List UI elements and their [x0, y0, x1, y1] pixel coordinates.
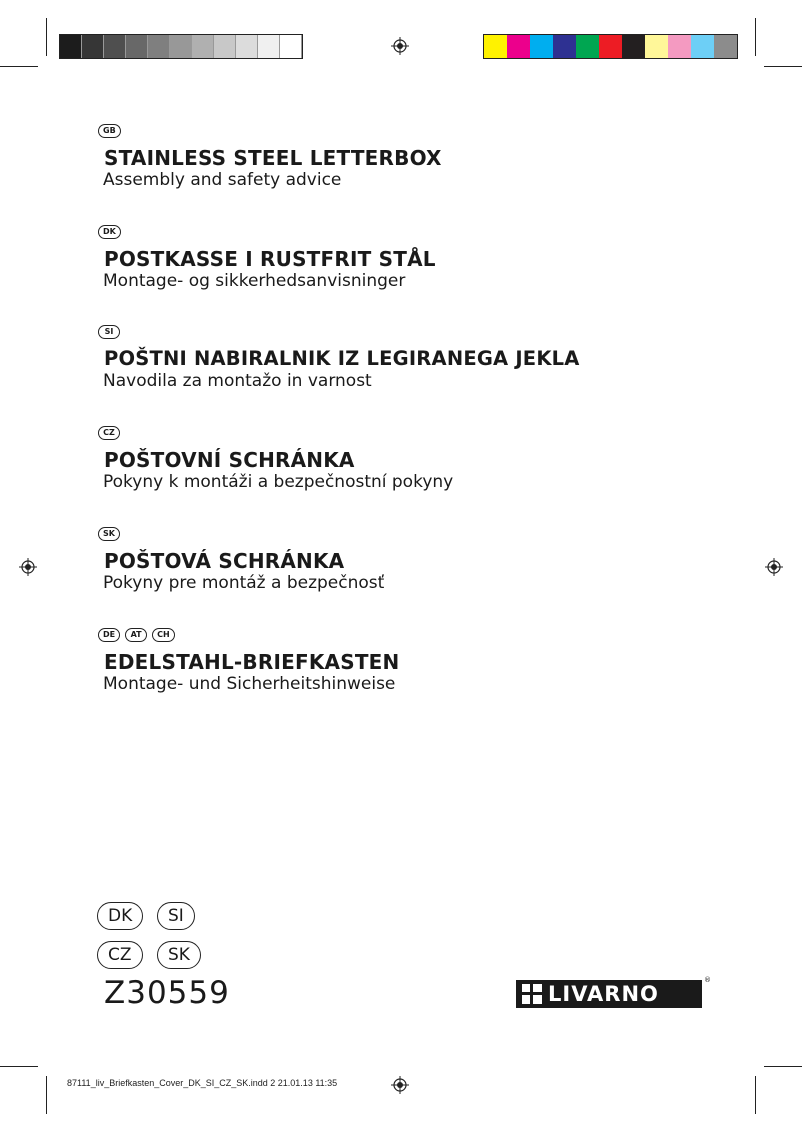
color-swatch — [668, 35, 691, 58]
brand-name: LIVARNO — [548, 982, 659, 1006]
crop-mark — [0, 1066, 38, 1067]
grayscale-swatch — [192, 35, 214, 58]
grayscale-swatch — [258, 35, 280, 58]
section-title: POSTKASSE I RUSTFRIT STÅL — [104, 247, 436, 271]
section-subtitle: Montage- und Sicherheitshinweise — [103, 674, 396, 694]
country-badge: CZ — [97, 941, 143, 969]
section-subtitle: Navodila za montažo in varnost — [103, 371, 372, 391]
color-swatch — [691, 35, 714, 58]
crop-mark — [0, 66, 38, 67]
grayscale-swatch — [214, 35, 236, 58]
crop-mark — [46, 1076, 47, 1114]
grayscale-swatch — [82, 35, 104, 58]
language-badges — [98, 225, 436, 239]
process-color-bar — [483, 34, 738, 59]
language-badge: DE — [98, 628, 120, 642]
section-cz — [98, 426, 453, 492]
registration-mark-icon — [391, 37, 409, 55]
language-badges — [98, 325, 580, 339]
language-badges — [98, 124, 442, 138]
section-title: EDELSTAHL-BRIEFKASTEN — [104, 650, 400, 674]
color-swatch — [645, 35, 668, 58]
grayscale-swatch — [148, 35, 170, 58]
section-gb — [98, 124, 442, 190]
grayscale-swatch — [280, 35, 302, 58]
language-badges — [98, 628, 399, 642]
grayscale-swatch — [170, 35, 192, 58]
language-badge: SI — [98, 325, 120, 339]
crop-mark — [755, 1076, 756, 1114]
brand-mark-icon — [522, 984, 542, 1004]
section-title: POŠTNI NABIRALNIK IZ LEGIRANEGA JEKLA — [104, 347, 580, 370]
language-badge: CZ — [98, 426, 120, 440]
language-badges — [98, 527, 384, 541]
crop-mark — [755, 18, 756, 56]
language-badge: GB — [98, 124, 121, 138]
brand-logo — [516, 976, 711, 1008]
color-swatch — [507, 35, 530, 58]
registration-mark-icon — [19, 558, 37, 576]
section-subtitle: Assembly and safety advice — [103, 170, 342, 190]
crop-mark — [46, 18, 47, 56]
section-subtitle: Pokyny pre montáž a bezpečnosť — [103, 573, 385, 593]
grayscale-swatch — [236, 35, 258, 58]
color-swatch — [714, 35, 737, 58]
color-swatch — [484, 35, 507, 58]
crop-mark — [764, 1066, 802, 1067]
crop-mark — [764, 66, 802, 67]
grayscale-swatch — [60, 35, 82, 58]
language-badge: CH — [152, 628, 175, 642]
country-badge: SI — [157, 902, 195, 930]
section-sk — [98, 527, 384, 593]
color-swatch — [530, 35, 553, 58]
section-subtitle: Montage- og sikkerhedsanvisninger — [103, 271, 406, 291]
section-dk — [98, 225, 436, 291]
section-si — [98, 325, 580, 391]
grayscale-swatch — [126, 35, 148, 58]
language-badges — [98, 426, 453, 440]
color-swatch — [553, 35, 576, 58]
registration-mark-icon — [391, 1076, 409, 1094]
language-badge: DK — [98, 225, 121, 239]
grayscale-color-bar — [59, 34, 303, 59]
section-subtitle: Pokyny k montáži a bezpečnostní pokyny — [103, 472, 454, 492]
print-slug: 87111_liv_Briefkasten_Cover_DK_SI_CZ_SK.indd 2 21.01.13 11:35 — [67, 1078, 338, 1088]
color-swatch — [576, 35, 599, 58]
color-swatch — [622, 35, 645, 58]
registered-trademark: ® — [704, 976, 711, 984]
section-title: STAINLESS STEEL LETTERBOX — [104, 146, 442, 170]
country-badge: SK — [157, 941, 201, 969]
color-swatch — [599, 35, 622, 58]
section-title: POŠTOVNÍ SCHRÁNKA — [104, 448, 355, 472]
language-badge: AT — [125, 628, 147, 642]
registration-mark-icon — [765, 558, 783, 576]
grayscale-swatch — [104, 35, 126, 58]
model-number: Z30559 — [104, 975, 230, 1011]
country-badge: DK — [97, 902, 143, 930]
section-title: POŠTOVÁ SCHRÁNKA — [104, 549, 345, 573]
language-badge: SK — [98, 527, 120, 541]
section-de-at-ch — [98, 628, 399, 694]
